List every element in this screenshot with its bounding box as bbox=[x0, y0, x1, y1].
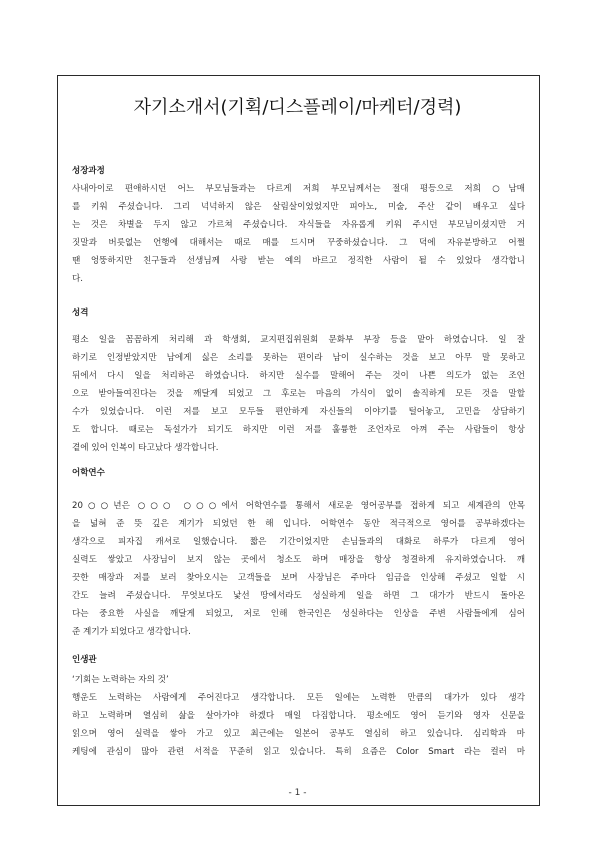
paragraph-line: 짓말과 버릇없는 언행에 대해서는 때로 매를 드시며 꾸중하셨습니다. 그 덕에 자유분방하고 어쩔 bbox=[72, 238, 525, 248]
paragraph-line: 는 것은 차별을 두지 않고 가르쳐 주셨습니다. 자식들을 자유롭게 키워 주시던 부모님이셨지만 거 bbox=[72, 220, 525, 230]
paragraph-line: 실력도 쌓았고 사장님이 보지 않는 곳에서 청소도 하며 매장을 항상 청결하게 유지하였습니다. 깨 bbox=[72, 555, 525, 565]
document-title: 자기소개서(기획/디스플레이/마케터/경력) bbox=[133, 97, 462, 118]
paragraph-line: 다는 중요한 사실을 깨달게 되었고, 저로 인해 한국인은 성실하다는 인상을 주변 사람들에게 심어 bbox=[72, 609, 525, 619]
paragraph-line: 생각으로 피자집 캐셔로 일했습니다. 짧은 기간이었지만 손님들과의 대화로 하루가 다르게 영어 bbox=[72, 537, 525, 547]
paragraph-line: 를 키워 주셨습니다. 그리 넉넉하지 않은 살림살이었었지만 피아노, 미술, 주산 같이 배우고 싶다 bbox=[72, 202, 525, 212]
paragraph-line: 다. bbox=[72, 274, 84, 284]
motto-quote: ‘기회는 노력하는 자의 것’ bbox=[72, 675, 169, 685]
section-body-life-philosophy bbox=[72, 671, 525, 761]
paragraph-line: 20○○년은 ○○○ ○○○에서 어학연수를 통해서 새로운 영어공부를 접하게 되고 세계관의 안목 bbox=[72, 501, 525, 511]
paragraph-line: 간도 늘려 주셨습니다. 무엇보다도 낯선 땅에서라도 성실하게 일을 하면 그 대가가 반드시 돌아온 bbox=[72, 591, 525, 601]
section-body-personality bbox=[72, 331, 525, 457]
paragraph-line: 읽으며 영어 실력을 쌓아 가고 있고 최근에는 일본어 공부도 열심히 하고 있습니다. 심리학과 마 bbox=[72, 729, 525, 739]
paragraph-line: 케팅에 관심이 많아 관련 서적을 꾸준히 읽고 있습니다. 특히 요즘은 Color Smart 라는 컬러 마 bbox=[72, 747, 525, 757]
paragraph-line: 곁에 있어 인복이 타고났다 생각합니다. bbox=[72, 443, 219, 453]
section-heading-personality: 성격 bbox=[72, 308, 89, 318]
paragraph-line: 뒤에서 다시 일을 처리하곤 하였습니다. 하지만 실수를 말해어 주는 것이 나쁜 의도가 없는 조언 bbox=[72, 371, 525, 381]
section-heading-language-study: 어학연수 bbox=[72, 468, 105, 478]
paragraph-line: 하고 노력하며 열심히 삶을 살아가야 하겠다 매일 다짐합니다. 평소에도 영어 듣기와 영자 신문을 bbox=[72, 711, 525, 721]
paragraph-line: 행운도 노력하는 사람에게 주어진다고 생각합니다. 모든 일에는 노력한 만큼의 대가가 있다 생각 bbox=[72, 693, 525, 703]
section-heading-growth: 성장과정 bbox=[72, 166, 105, 176]
paragraph-line: 준 계기가 되었다고 생각합니다. bbox=[72, 627, 191, 637]
paragraph-line: 수가 있었습니다. 이런 저를 보고 모두들 편안하게 자신들의 이야기를 털어놓고, 고민을 상담하기 bbox=[72, 407, 525, 417]
paragraph-line: 을 넓혀 준 뜻 깊은 계기가 되었던 한 해 입니다. 어학연수 동안 적극적으로 영어를 공부하겠다는 bbox=[72, 519, 525, 529]
paragraph-line: 끗한 매장과 저를 보러 찾아오시는 고객들을 보며 사장님은 주마다 임금을 인상해 주셨고 일할 시 bbox=[72, 573, 525, 583]
section-body-growth bbox=[72, 180, 525, 288]
section-body-language-study bbox=[72, 497, 525, 641]
paragraph-line: 도 합니다. 때로는 독설가가 되기도 하지만 이런 저를 훌륭한 조언자로 아껴 주는 사람들이 항상 bbox=[72, 425, 525, 435]
paragraph-line: 평소 일을 꼼꼼하게 처리해 과 학생회, 교지편집위원회 문화부 부장 등을 맡아 하였습니다. 일 잘 bbox=[72, 335, 525, 345]
paragraph-line: 사내아이로 편애하시던 어느 부모님들과는 다르게 저희 부모님께서는 절대 평등으로 저희 ○남매 bbox=[72, 184, 525, 194]
section-heading-life-philosophy: 인생관 bbox=[72, 655, 97, 665]
page-number: - 1 - bbox=[288, 788, 307, 798]
paragraph-line: 하기로 인정받았지만 남에게 싫은 소리를 못하는 편이라 남이 실수하는 것을 보고 아무 말 못하고 bbox=[72, 353, 525, 363]
paragraph-line: 으로 받아들여진다는 것을 깨달게 되었고 그 후로는 마음의 가식이 없이 솔직하게 모든 것을 말할 bbox=[72, 389, 525, 399]
paragraph-line: 땐 엉뚱하지만 친구들과 선생님께 사랑 받는 예의 바르고 정직한 사람이 될 수 있었다 생각합니 bbox=[72, 256, 525, 266]
